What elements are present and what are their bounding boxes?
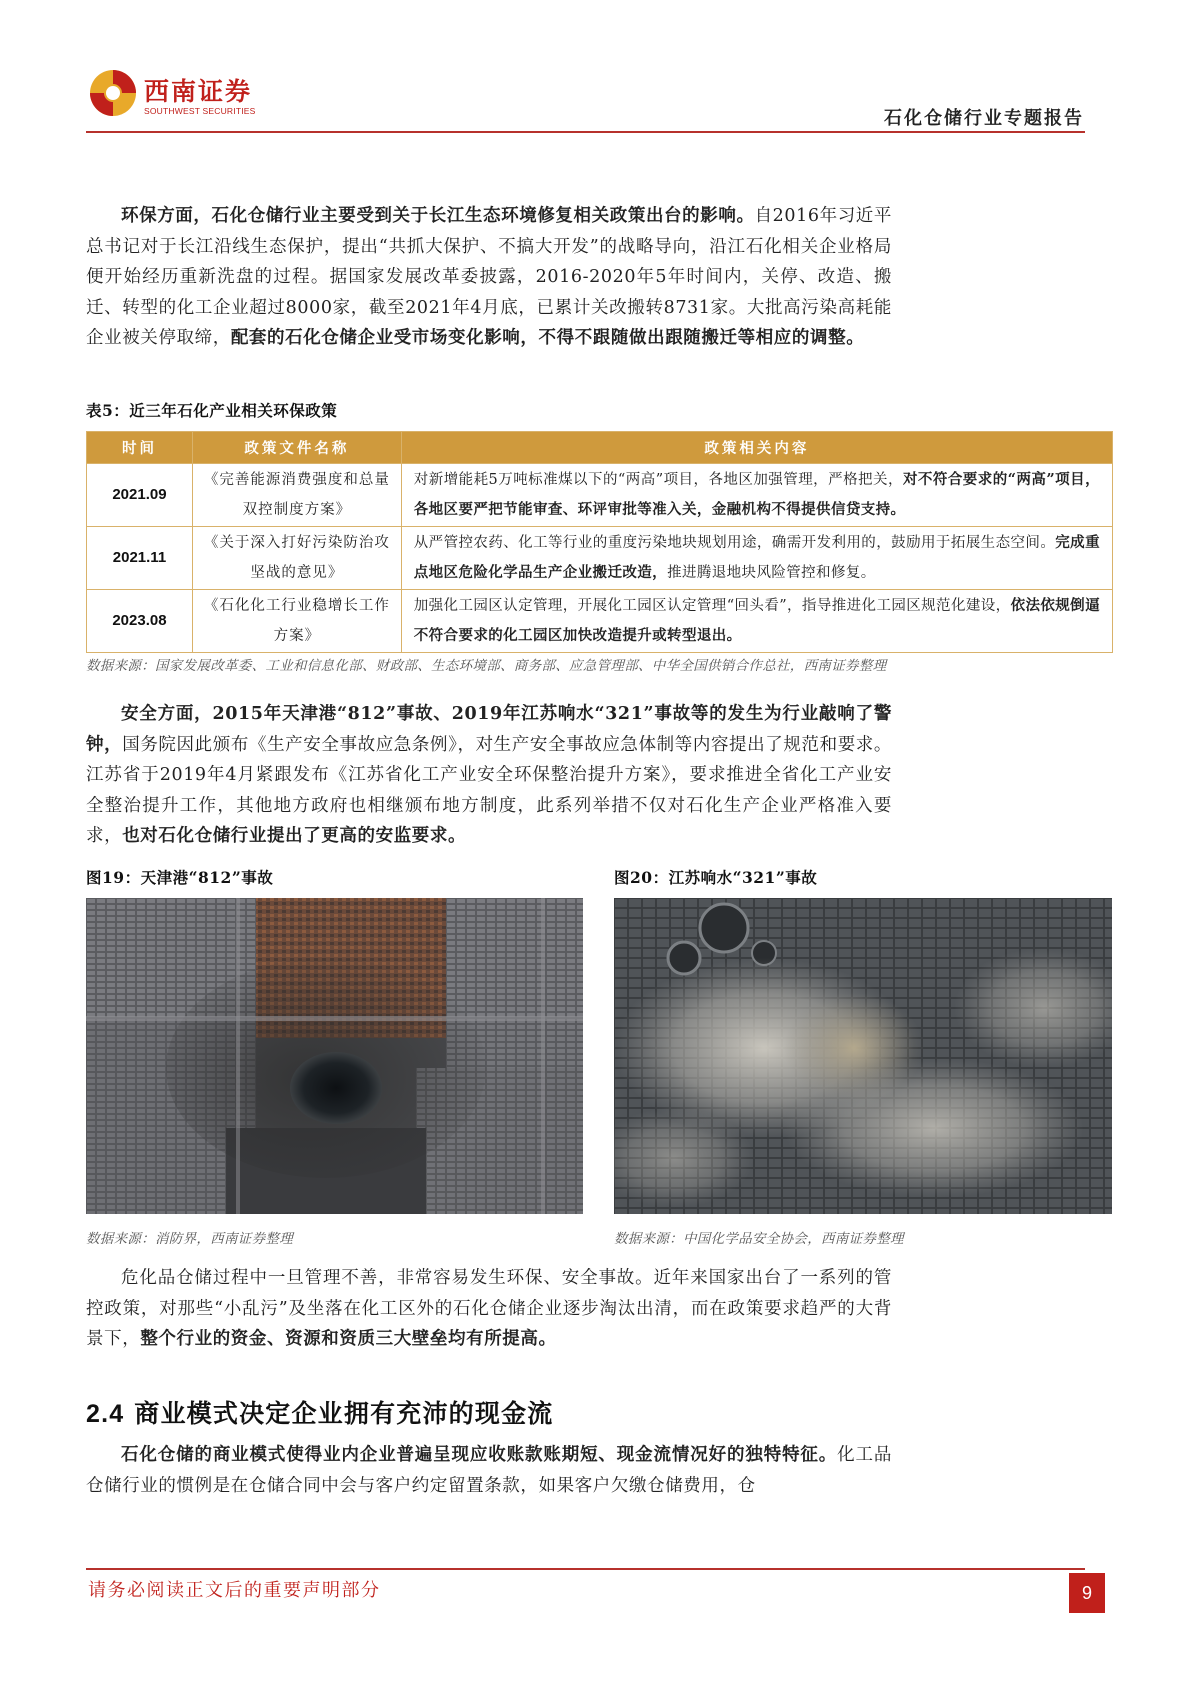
paragraph-environment [86, 201, 892, 354]
header-divider [86, 131, 1085, 133]
paragraph-lead: 石化仓储的商业模式使得业内企业普遍呈现应收账款账期短、现金流情况好的独特特征。 [121, 1445, 838, 1465]
content-text: 对新增能耗5万吨标准煤以下的“两高”项目，各地区加强管理，严格把关， [413, 472, 903, 488]
paragraph-safety [86, 699, 892, 852]
table-header-document: 政策文件名称 [192, 432, 401, 464]
paragraph-emphasis: 配套的石化仓储企业受市场变化影响，不得不跟随做出跟随搬迁等相应的调整。 [230, 328, 865, 348]
report-title: 石化仓储行业专题报告 [884, 108, 1084, 129]
table-row [87, 464, 1113, 527]
table-cell-content [401, 464, 1112, 527]
content-emphasis: 对不符合要求的“两高”项目，各地区要严把节能审查、环评审批等准入关，金融机构不得提供信贷支持。 [413, 471, 1100, 518]
content-emphasis: 完成重点地区危险化学品生产企业搬迁改造， [413, 534, 1101, 581]
figure-20-caption: 图20：江苏响水“321”事故 [614, 868, 818, 887]
paragraph-body: 国务院因此颁布《生产安全事故应急条例》，对生产安全事故应急体制等内容提出了规范和要求。江苏省于2019年4月紧跟发布《江苏省化工产业安全环保整治提升方案》，要求推进全省化工产业安全整治提升工作，其他地方政府也相继颁布地方制度，此系列举措不仅对石化生产企业严格准入要求， [86, 734, 893, 846]
paragraph-body: 自2016年习近平总书记对于长江沿线生态保护，提出“共抓大保护、不搞大开发”的战略导向，沿江石化相关企业格局便开始经历重新洗盘的过程。据国家发展改革委披露，2016-2020年5年时间内，关停、改造、搬迁、转型的化工企业超过8000家，截至2021年4月底，已累计关改搬转8731家。大批高污染高耗能企业被关停取缔， [86, 206, 893, 348]
logo-mark-icon [88, 68, 138, 118]
table-cell-content [401, 527, 1112, 590]
logo-text-cn: 西南证券 [144, 77, 253, 106]
table-header-content: 政策相关内容 [401, 432, 1112, 464]
table-cell-document: 《关于深入打好污染防治攻坚战的意见》 [192, 527, 401, 590]
paragraph-body: 化工品仓储行业的惯例是在仓储合同中会与客户约定留置条款，如果客户欠缴仓储费用，仓 [86, 1445, 892, 1496]
paragraph-body: 危化品仓储过程中一旦管理不善，非常容易发生环保、安全事故。近年来国家出台了一系列的管控政策，对那些“小乱污”及坐落在化工区外的石化仓储企业逐步淘汰出清，而在政策要求趋严的大背景下， [86, 1268, 892, 1349]
table-header-date: 时间 [87, 432, 193, 464]
paragraph-cashflow [86, 1440, 892, 1501]
content-emphasis: 依法依规倒逼不符合要求的化工园区加快改造提升或转型退出。 [413, 597, 1100, 644]
paragraph-emphasis: 也对石化仓储行业提出了更高的安监要求。 [122, 826, 467, 846]
content-text-after: 推进腾退地块风险管控和修复。 [667, 565, 876, 581]
figure-20-source: 数据来源：中国化学品安全协会，西南证券整理 [614, 1231, 904, 1247]
aerial-photo-xiangshui [614, 898, 1112, 1214]
xiangshui-explosion-photo [614, 898, 1112, 1214]
aerial-photo-tianjin [86, 898, 583, 1214]
footer-disclaimer: 请务必阅读正文后的重要声明部分 [88, 1580, 381, 1601]
table-cell-date: 2023.08 [87, 590, 193, 653]
tianjin-explosion-photo [86, 898, 583, 1214]
figure-19-caption: 图19：天津港“812”事故 [86, 868, 274, 887]
footer-divider [86, 1568, 1085, 1570]
company-logo [88, 68, 268, 120]
section-title: 商业模式决定企业拥有充沛的现金流 [134, 1399, 554, 1428]
table-cell-date: 2021.09 [87, 464, 193, 527]
paragraph-barriers [86, 1263, 892, 1355]
table-cell-document: 《石化化工行业稳增长工作方案》 [192, 590, 401, 653]
paragraph-lead: 环保方面，石化仓储行业主要受到关于长江生态环境修复相关政策出台的影响。 [121, 206, 755, 226]
content-text: 加强化工园区认定管理，开展化工园区认定管理“回头看”，指导推进化工园区规范化建设， [413, 598, 1011, 614]
policy-table [86, 431, 1113, 653]
table-cell-date: 2021.11 [87, 527, 193, 590]
page-number: 9 [1069, 1573, 1105, 1613]
table-row [87, 527, 1113, 590]
table-cell-content [401, 590, 1112, 653]
figure-19-source: 数据来源：消防界，西南证券整理 [86, 1231, 293, 1247]
content-text: 从严管控农药、化工等行业的重度污染地块规划用途，确需开发利用的，鼓励用于拓展生态空间。 [413, 535, 1056, 551]
table-row [87, 590, 1113, 653]
section-number: 2.4 [86, 1400, 125, 1428]
logo-text-en: SOUTHWEST SECURITIES [144, 106, 256, 116]
table-source: 数据来源：国家发展改革委、工业和信息化部、财政部、生态环境部、商务部、应急管理部、中华全国供销合作总社，西南证券整理 [86, 658, 887, 674]
table-cell-document: 《完善能源消费强度和总量双控制度方案》 [192, 464, 401, 527]
table-caption: 表5：近三年石化产业相关环保政策 [86, 401, 338, 420]
paragraph-lead: 安全方面，2015年天津港“812”事故、2019年江苏响水“321”事故等的发生为行业敲响了警钟， [86, 704, 892, 755]
section-heading [86, 1394, 553, 1430]
paragraph-emphasis: 整个行业的资金、资源和资质三大壁垒均有所提高。 [140, 1329, 557, 1349]
